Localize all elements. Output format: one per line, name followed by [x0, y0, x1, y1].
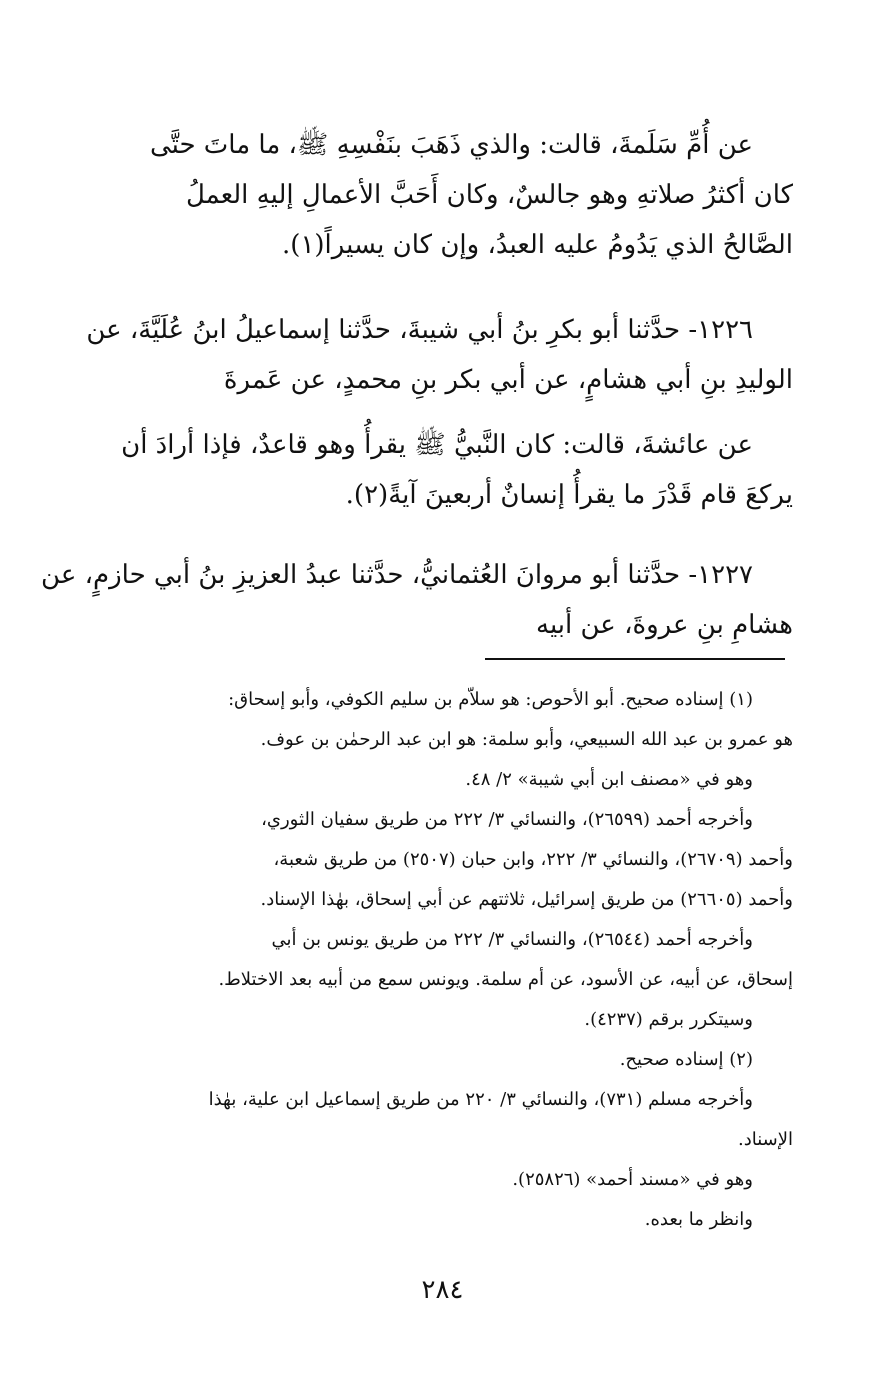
text-line: كان أكثرُ صلاتهِ وهو جالسٌ، وكان أَحَبَّ الأعمالِ إليهِ العملُ — [185, 180, 793, 210]
hadith-isnad-1227 — [41, 550, 793, 650]
footnote-line: هو عمرو بن عبد الله السبيعي، وأبو سلمة: هو ابن عبد الرحمٰن بن عوف. — [260, 729, 793, 750]
text-line: ١٢٢٧- حدَّثنا أبو مروانَ العُثمانيُّ، حدَّثنا عبدُ العزيزِ بنُ أبي حازمٍ، عن — [41, 560, 753, 590]
footnote-line: وسيتكرر برقم (٤٢٣٧). — [584, 1009, 753, 1030]
footnote-line: وأخرجه مسلم (٧٣١)، والنسائي ٣/ ٢٢٠ من طريق إسماعيل ابن علية، بهٰذا — [208, 1089, 753, 1110]
footnote-line: وأخرجه أحمد (٢٦٥٩٩)، والنسائي ٣/ ٢٢٢ من طريق سفيان الثوري، — [261, 809, 753, 830]
footnote-line: وأحمد (٢٦٦٠٥) من طريق إسرائيل، ثلاثتهم عن أبي إسحاق، بهٰذا الإسناد. — [260, 889, 793, 910]
text-line: ١٢٢٦- حدَّثنا أبو بكرِ بنُ أبي شيبةَ، حدَّثنا إسماعيلُ ابنُ عُلَيَّةَ، عن — [86, 315, 753, 345]
hadith-text-block — [73, 120, 793, 270]
footnote-line: وأحمد (٢٦٧٠٩)، والنسائي ٣/ ٢٢٢، وابن حبان (٢٥٠٧) من طريق شعبة، — [273, 849, 793, 870]
footnote-line: (١) إسناده صحيح. أبو الأحوص: هو سلاّم بن سليم الكوفي، وأبو إسحاق: — [228, 689, 753, 710]
hadith-isnad-1226 — [73, 305, 793, 405]
hadith-text-block — [73, 420, 793, 520]
text-line: الوليدِ بنِ أبي هشامٍ، عن أبي بكر بنِ محمدٍ، عن عَمرةَ — [223, 365, 793, 395]
page-number: ٢٨٤ — [421, 1275, 464, 1305]
footnote-line: وأخرجه أحمد (٢٦٥٤٤)، والنسائي ٣/ ٢٢٢ من طريق يونس بن أبي — [271, 929, 753, 950]
text-line: عن عائشةَ، قالت: كان النَّبيُّ ﷺ يقرأُ وهو قاعدٌ، فإذا أرادَ أن — [121, 430, 753, 460]
text-line: هشامِ بنِ عروةَ، عن أبيه — [536, 610, 793, 640]
footnotes — [73, 680, 793, 1240]
footnote-separator — [485, 658, 785, 660]
text-line: يركعَ قام قَدْرَ ما يقرأُ إنسانٌ أربعينَ آيةً(٢). — [345, 480, 793, 510]
footnote-line: وانظر ما بعده. — [644, 1209, 753, 1230]
text-line: الصَّالحُ الذي يَدُومُ عليه العبدُ، وإن كان يسيراً(١). — [282, 230, 793, 260]
text-line: عن أُمِّ سَلَمةَ، قالت: والذي ذَهَبَ بنَفْسِهِ ﷺ، ما ماتَ حتَّى — [149, 130, 753, 160]
footnote-line: إسحاق، عن أبيه، عن الأسود، عن أم سلمة. ويونس سمع من أبيه بعد الاختلاط. — [218, 969, 793, 990]
footnote-line: وهو في «مسند أحمد» (٢٥٨٢٦). — [512, 1169, 753, 1190]
footnote-line: وهو في «مصنف ابن أبي شيبة» ٢/ ٤٨. — [465, 769, 753, 790]
footnote-line: (٢) إسناده صحيح. — [619, 1049, 753, 1070]
footnote-line: الإسناد. — [737, 1129, 793, 1150]
